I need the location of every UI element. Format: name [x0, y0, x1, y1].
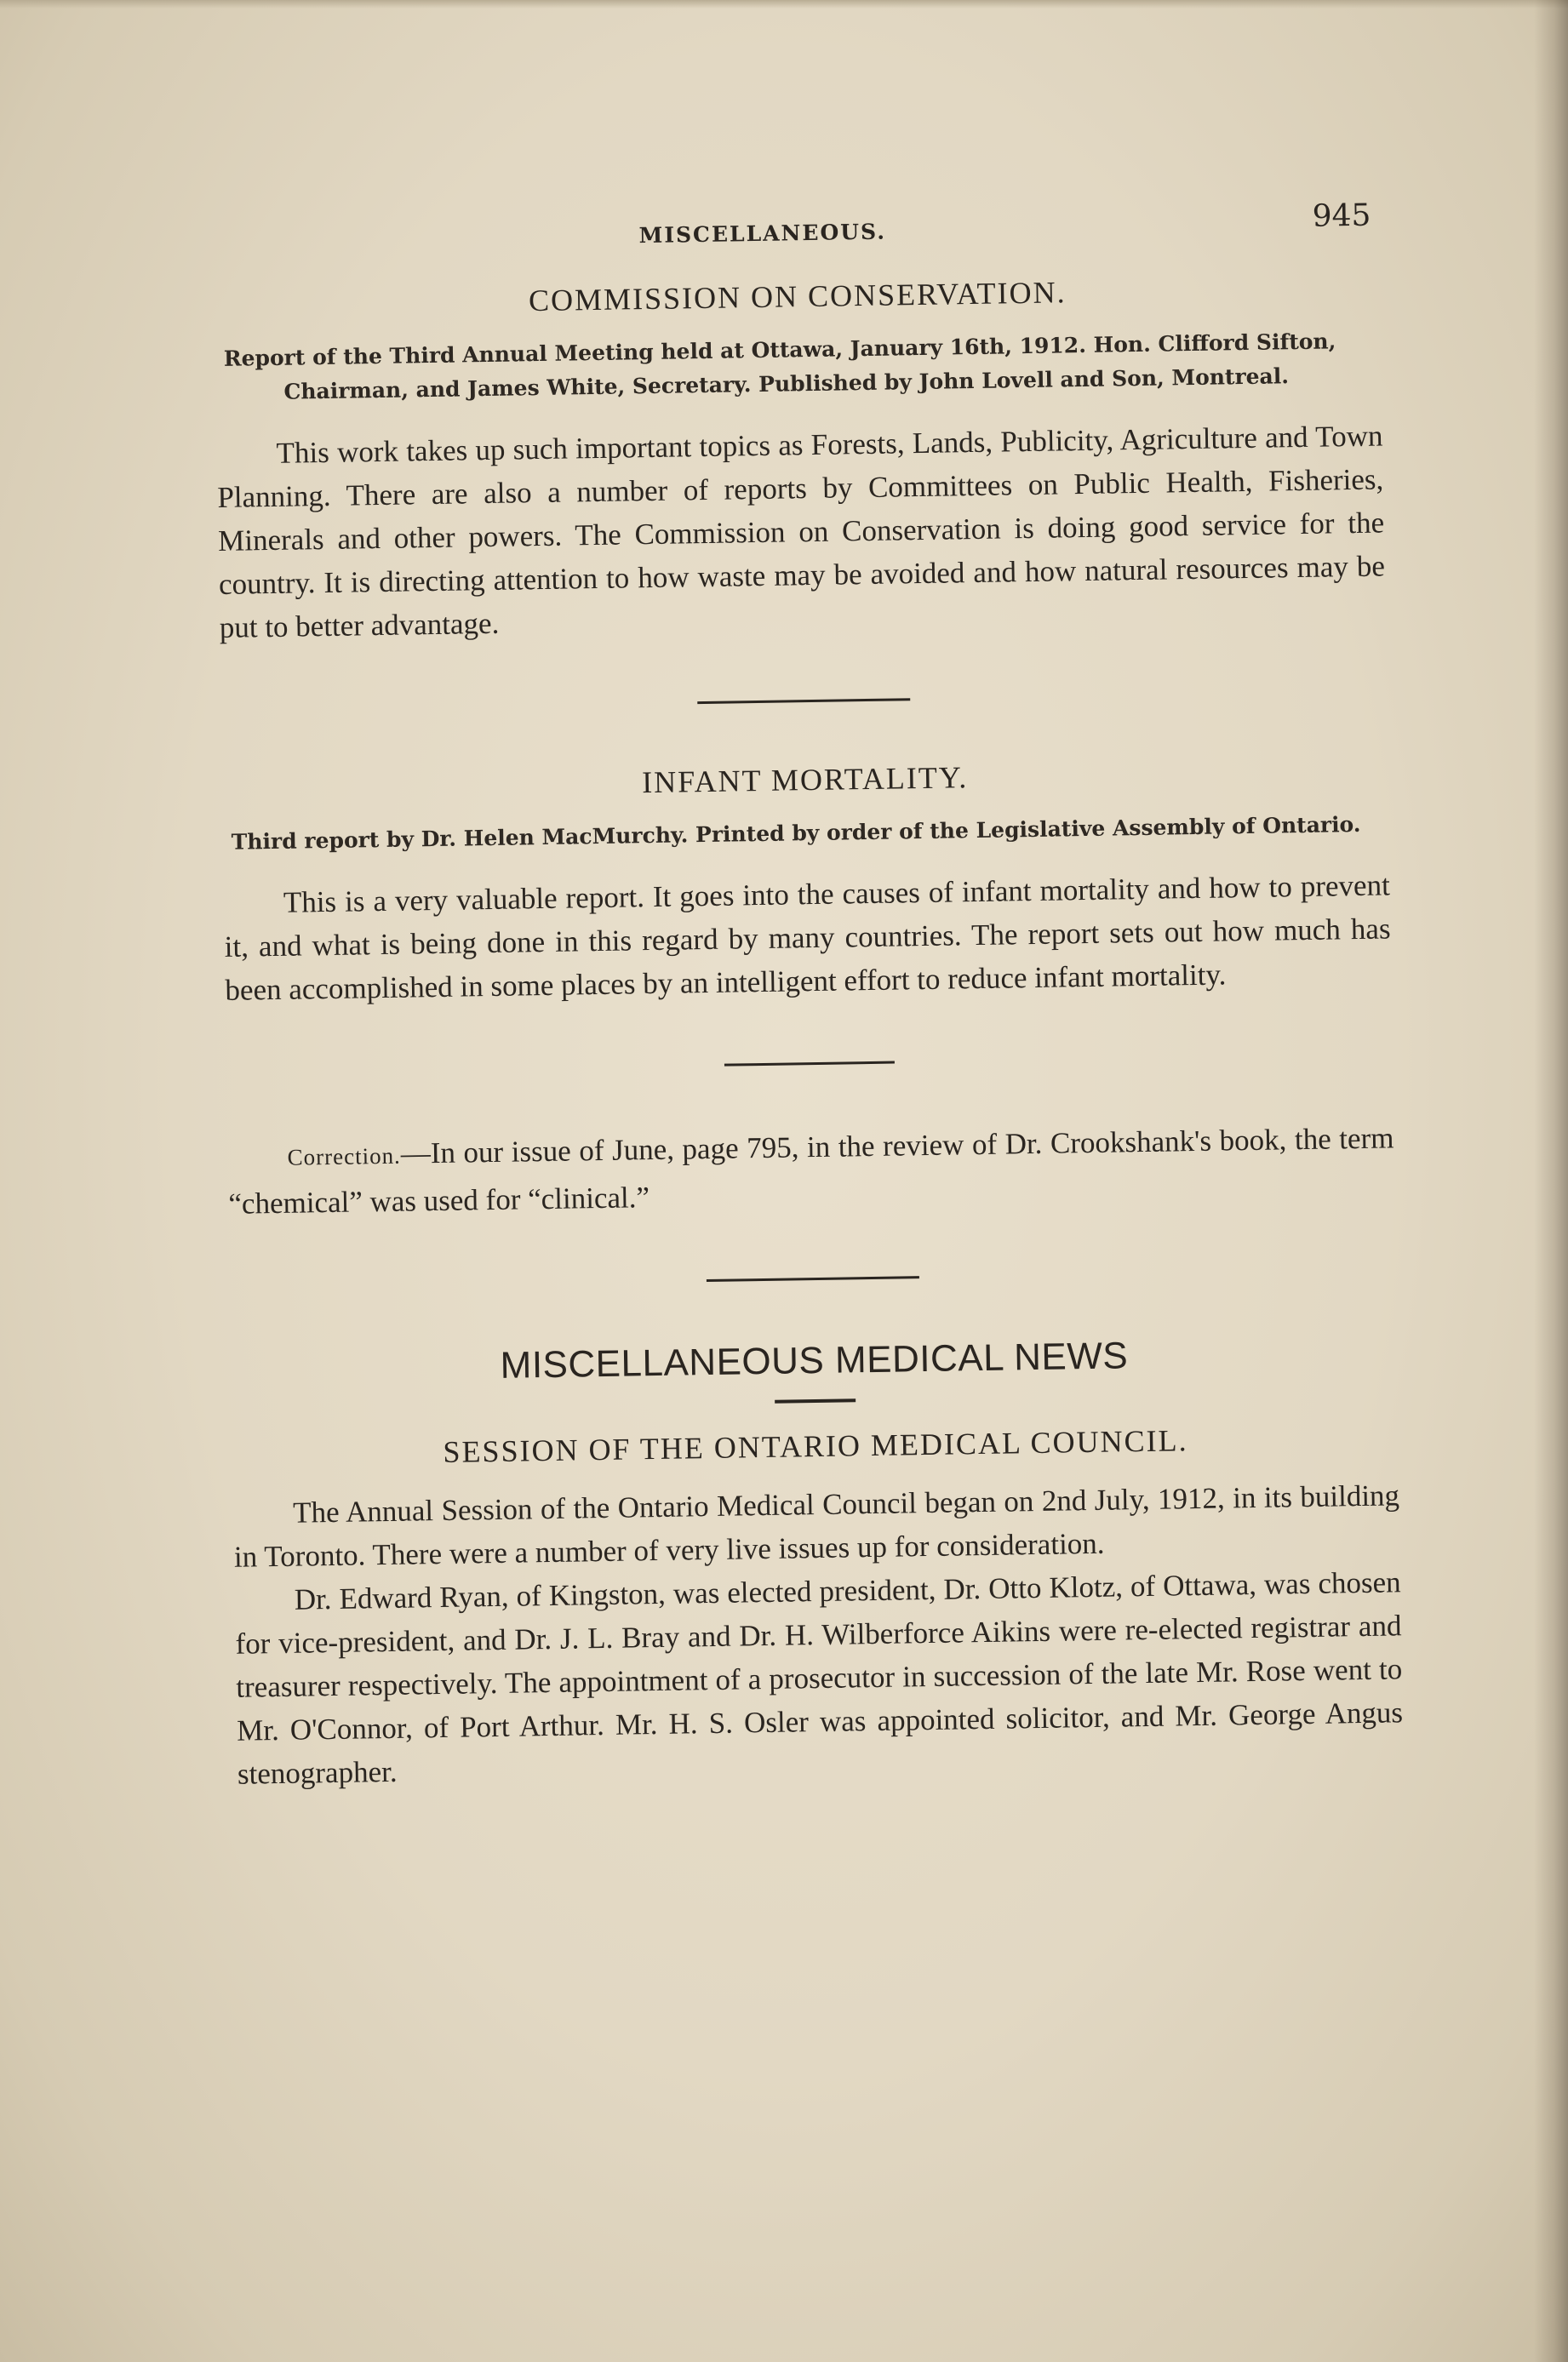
correction-text: —In our issue of June, page 795, in the review of Dr. Crookshank's book, the term “chemical” was used for “clinical.”	[228, 1121, 1394, 1221]
correction-label: Correction.	[287, 1142, 402, 1170]
page-top-edge	[0, 0, 1568, 9]
section-heading: SESSION OF THE ONTARIO MEDICAL COUNCIL.	[443, 1423, 1188, 1469]
body-paragraph: This work takes up such important topics as Forests, Lands, Publicity, Agriculture and Town Planning. There are also a number of reports by Committees on Public Health, Fisheries, Minerals and other powers. The Commission on Conservation is doing good service for the country. It is directing attention to how waste may be avoided and how natural resources may be put to better advantage.	[217, 419, 1386, 644]
section-correction	[227, 1115, 1395, 1227]
citation: Report of the Third Annual Meeting held at Ottawa, January 16th, 1912. Hon. Clifford Sifton, Chairman, and James White, Secretary. Published by John Lovell and Son, Montreal.	[223, 329, 1336, 404]
section-heading: COMMISSION ON CONSERVATION.	[528, 275, 1067, 318]
section-divider	[707, 1276, 919, 1282]
section-commission-on-conservation	[215, 269, 1387, 649]
section-medical-news	[231, 1330, 1404, 1795]
section-divider	[697, 698, 910, 704]
section-infant-mortality	[221, 752, 1391, 1011]
section-divider	[724, 1061, 895, 1067]
citation: Third report by Dr. Helen MacMurchy. Printed by order of the Legislative Assembly of Ontario.	[231, 811, 1361, 855]
body-paragraph: Dr. Edward Ryan, of Kingston, was elected president, Dr. Otto Klotz, of Ottawa, was chosen for vice-president, and Dr. J. L. Bray and Dr. H. Wilberforce Aikins were re-elected registrar and treasurer respectively. The appointment of a prosecutor in succession of the late Mr. Rose went to Mr. O'Connor, of Port Arthur. Mr. H. S. Osler was appointed solicitor, and Mr. George Angus stenographer.	[235, 1565, 1404, 1791]
page-number: 945	[1312, 197, 1371, 234]
title-divider	[775, 1398, 856, 1403]
section-heading: INFANT MORTALITY.	[641, 760, 969, 800]
news-title: MISCELLANEOUS MEDICAL NEWS	[500, 1335, 1129, 1387]
body-paragraph: The Annual Session of the Ontario Medical Council began on 2nd July, 1912, in its building in Toronto. There were a number of very live issues up for consideration.	[233, 1478, 1400, 1574]
page-content	[213, 186, 1404, 1795]
running-head-title: MISCELLANEOUS.	[638, 219, 887, 249]
body-paragraph: This is a very valuable report. It goes into the causes of infant mortality and how to prevent it, and what is being done in this regard by many countries. The report sets out how much has been accomplished in some places by an intelligent effort to reduce infant mortality.	[224, 868, 1391, 1007]
correction-note	[227, 1115, 1395, 1227]
running-head	[213, 186, 1380, 264]
